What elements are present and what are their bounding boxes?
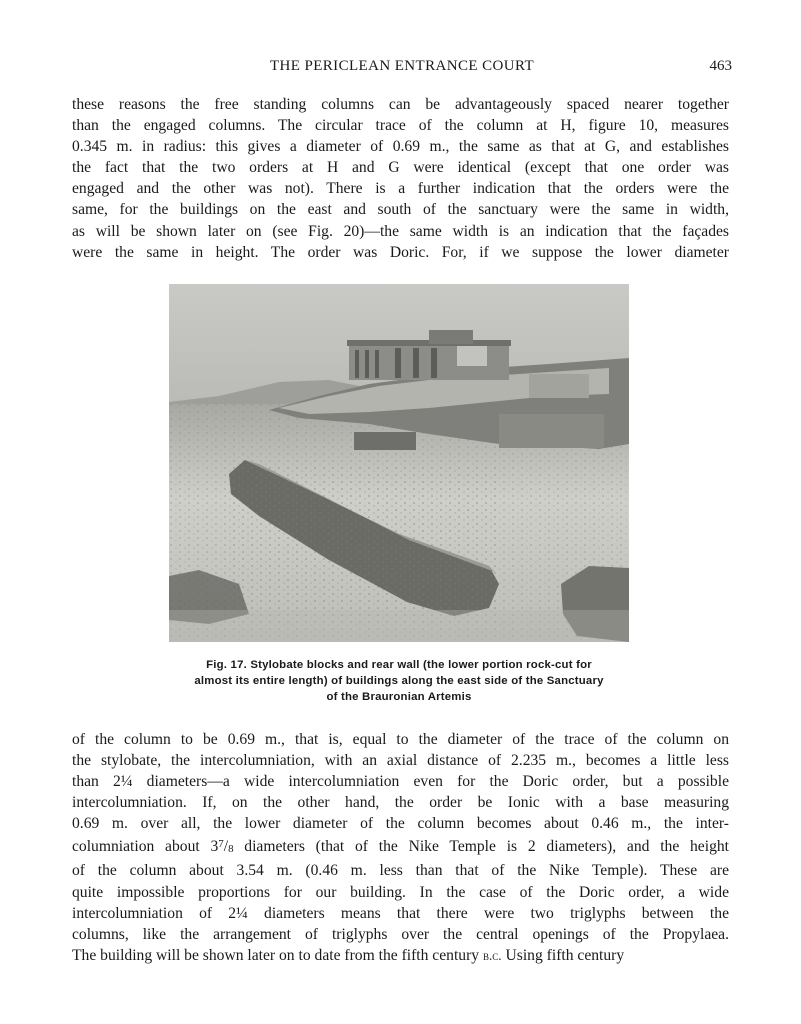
caption-line: of the Brauronian Artemis [326, 691, 472, 703]
page-number: 463 [709, 58, 732, 74]
figure-caption [166, 657, 632, 705]
running-head [72, 58, 732, 80]
fraction-numerator: 7 [218, 838, 224, 851]
text-line: than 2¼ diameters—a wide intercolumniation even for the Doric order, but a possible [72, 773, 729, 791]
text-line: as will be shown later on (see Fig. 20)—the same width is an indication that the façades [72, 222, 729, 240]
caption-line: almost its entire length) of buildings along the east side of the Sanctuary [194, 675, 604, 687]
text-line: columns, like the arrangement of triglyphs over the central openings of the Propylaea. [72, 925, 729, 943]
paragraph-bottom [72, 729, 729, 966]
era-abbreviation: b.c. [482, 947, 502, 963]
text-line: 0.69 m. over all, the lower diameter of the column becomes about 0.46 m., the inter- [72, 815, 729, 833]
text-line [72, 834, 729, 860]
text-fragment: The building will be shown later on to date from the fifth century [72, 946, 483, 964]
fraction-slash: / [223, 838, 229, 856]
text-line: of the column about 3.54 m. (0.46 m. less than that of the Nike Temple). These are [72, 862, 729, 880]
text-line: intercolumniation. If, on the other hand, the order be Ionic with a base measuring [72, 794, 729, 812]
text-fragment: diameters (that of the Nike Temple is 2 diameters), and the height [233, 838, 729, 856]
text-line: 0.345 m. in radius: this gives a diameter of 0.69 m., the same as that at G, and establishes [72, 138, 729, 156]
text-line: of the column to be 0.69 m., that is, equal to the diameter of the trace of the column on [72, 731, 729, 748]
text-fragment: columniation about 3 [72, 838, 219, 856]
caption-line: Fig. 17. Stylobate blocks and rear wall (the lower portion rock-cut for [206, 659, 592, 671]
text-line: intercolumniation of 2¼ diameters means that there were two triglyphs between the [72, 904, 729, 922]
text-line: engaged and the other was not). There is a further indication that the orders were the [72, 180, 729, 198]
text-line: the stylobate, the intercolumniation, with an axial distance of 2.235 m., becomes a little less [72, 752, 729, 770]
text-line: were the same in height. The order was Doric. For, if we suppose the lower diameter [72, 243, 729, 261]
figure-17-photograph [169, 284, 629, 642]
fraction-denominator: 8 [228, 843, 234, 856]
acropolis-ruins-image [169, 284, 629, 642]
text-line: these reasons the free standing columns can be advantageously spaced nearer together [72, 96, 729, 113]
paragraph-top [72, 94, 729, 263]
text-line: quite impossible proportions for our building. In the case of the Doric order, a wide [72, 883, 729, 901]
text-line: same, for the buildings on the east and south of the sanctuary were the same in width, [72, 201, 729, 219]
text-fragment: Using fifth century [501, 946, 625, 964]
text-line [72, 945, 729, 966]
text-line: the fact that the two orders at H and G were identical (except that one order was [72, 159, 729, 177]
running-title: THE PERICLEAN ENTRANCE COURT [269, 58, 535, 74]
text-line: than the engaged columns. The circular trace of the column at H, figure 10, measures [72, 117, 729, 135]
